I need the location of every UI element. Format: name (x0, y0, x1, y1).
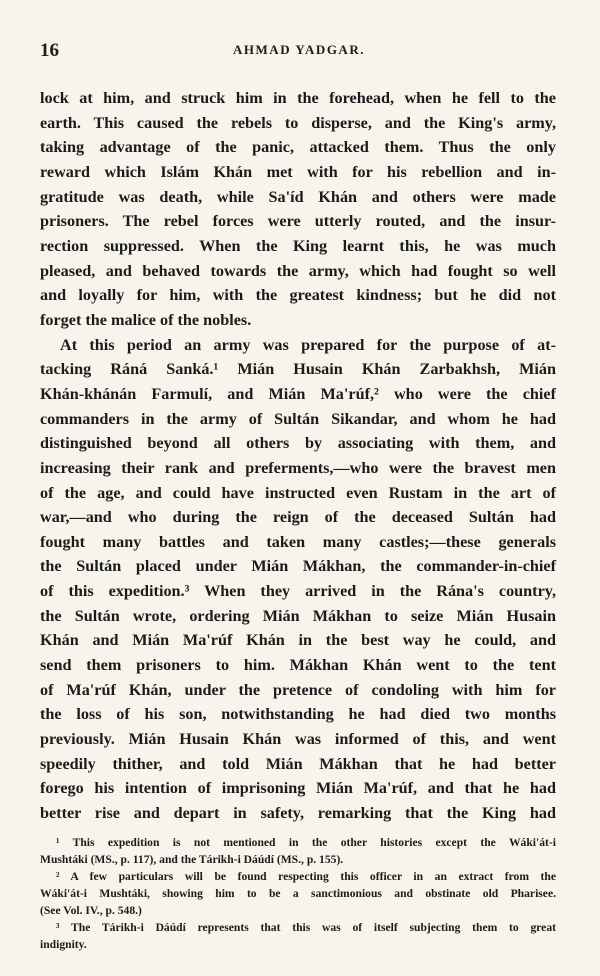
text-line: fought many battles and taken many castles;—these generals (40, 532, 556, 551)
text-line: forego his intention of imprisoning Mián Ma'rúf, and that he had (40, 779, 556, 798)
text-line: prisoners. The rebel forces were utterly routed, and the insur- (40, 212, 556, 231)
text-line: At this period an army was prepared for the purpose of at- (60, 335, 556, 354)
page-number: 16 (40, 40, 59, 61)
main-text (40, 86, 556, 826)
running-head: AHMAD YADGAR. (233, 42, 365, 57)
text-line: increasing their rank and preferments,—who were the bravest men (40, 458, 556, 477)
footnote-line: ² A few particulars will be found respecting this officer in an extract from the (56, 870, 556, 883)
page-header (40, 40, 558, 64)
text-line: commanders in the army of Sultán Sikandar, and whom he had (40, 409, 556, 428)
footnote-line: ³ The Tárikh-i Dáúdí represents that this was of itself subjecting them to great (56, 921, 556, 934)
text-line: better rise and depart in safety, remarking that the King had (40, 804, 556, 823)
text-line: taking advantage of the panic, attacked them. Thus the only (40, 138, 556, 157)
text-line: previously. Mián Husain Khán was informed of this, and went (40, 730, 556, 749)
footnote-line: Mushtáki (MS., p. 117), and the Tárikh-i Dáúdí (MS., p. 155). (40, 853, 344, 866)
text-line: forget the malice of the nobles. (40, 310, 252, 329)
text-line: Khán and Mián Ma'rúf Khán in the best way he could, and (40, 631, 556, 650)
footnotes (40, 834, 556, 953)
text-line: lock at him, and struck him in the forehead, when he fell to the (40, 89, 556, 107)
text-line: rection suppressed. When the King learnt this, he was much (40, 236, 556, 255)
text-line: of the age, and could have instructed even Rustam in the art of (40, 483, 556, 502)
text-line: speedily thither, and told Mián Mákhan that he had better (40, 754, 556, 773)
text-line: of Ma'rúf Khán, under the pretence of condoling with him for (40, 680, 556, 699)
text-line: pleased, and behaved towards the army, which had fought so well (40, 261, 556, 280)
footnote-line: (See Vol. IV., p. 548.) (40, 904, 142, 917)
text-line: send them prisoners to him. Mákhan Khán went to the tent (40, 656, 556, 675)
text-line: tacking Ráná Sanká.¹ Mián Husain Khán Zarbakhsh, Mián (40, 360, 556, 379)
text-line: Khán-khánán Farmulí, and Mián Ma'rúf,² who were the chief (40, 384, 556, 403)
text-line: gratitude was death, while Sa'íd Khán and others were made (40, 187, 556, 206)
text-line: and loyally for him, with the greatest kindness; but he did not (40, 286, 556, 305)
text-line: the loss of his son, notwithstanding he had died two months (40, 705, 556, 724)
footnote-line: indignity. (40, 938, 87, 951)
footnote-line: ¹ This expedition is not mentioned in the other histories except the Wáki'át-i (56, 836, 556, 849)
text-line: war,—and who during the reign of the deceased Sultán had (40, 508, 556, 527)
text-line: the Sultán placed under Mián Mákhan, the commander-in-chief (40, 557, 556, 576)
text-line: distinguished beyond all others by associating with them, and (40, 434, 556, 453)
text-line: earth. This caused the rebels to disperse, and the King's army, (40, 113, 556, 132)
text-line: reward which Islám Khán met with for his rebellion and in- (40, 162, 556, 181)
footnote-line: Wáki'át-i Mushtáki, showing him to be a sanctimonious and obstinate old Pharisee. (40, 887, 556, 900)
text-line: the Sultán wrote, ordering Mián Mákhan to seize Mián Husain (40, 606, 556, 625)
text-line: of this expedition.³ When they arrived in the Rána's country, (40, 582, 556, 601)
